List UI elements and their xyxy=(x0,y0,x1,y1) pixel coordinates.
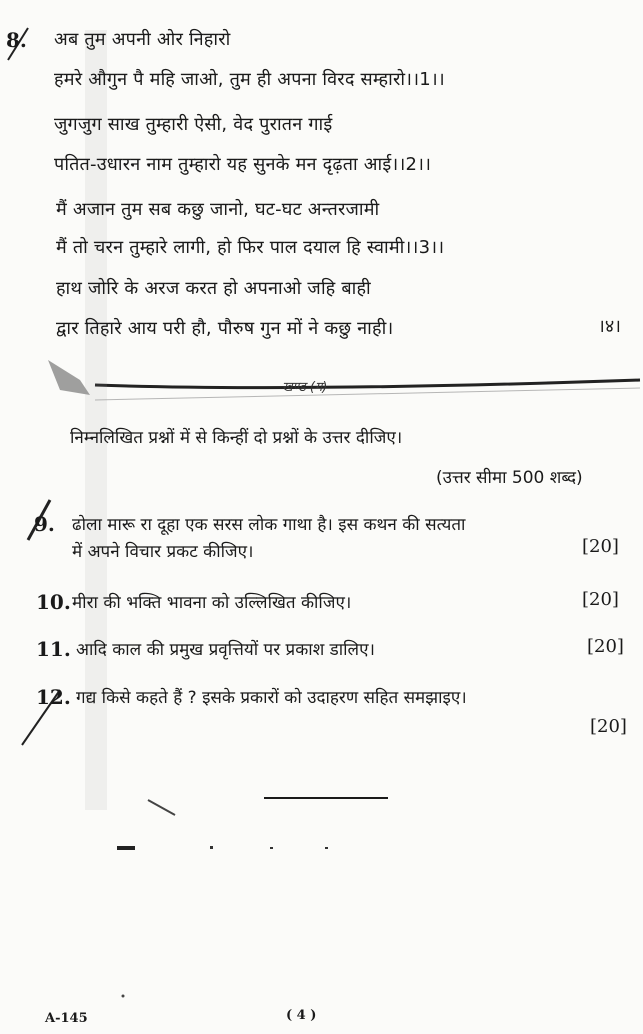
question-text: मीरा की भक्ति भावना को उल्लिखित कीजिए। xyxy=(72,593,352,613)
question-number: 11. xyxy=(36,637,71,661)
poem-line: अब तुम अपनी ओर निहारो xyxy=(54,29,231,50)
question-text: आदि काल की प्रमुख प्रवृत्तियों पर प्रकाश डालिए। xyxy=(76,640,375,660)
question-marks: [20] xyxy=(590,716,627,737)
question-number: 12. xyxy=(36,685,71,709)
poem-line: द्वार तिहारे आय परी हौ, पौरुष गुन मों ने कछु नाही। xyxy=(56,318,394,339)
question-number: 8. xyxy=(6,28,27,52)
poem-line: मैं अजान तुम सब कछु जानो, घट-घट अन्तरजामी xyxy=(56,199,380,220)
scan-speck xyxy=(325,847,328,849)
question-marks: [20] xyxy=(587,636,624,657)
section-heading: खण्ड (ग) xyxy=(282,380,328,395)
end-rule xyxy=(264,797,388,799)
stanza-marker: ।४। xyxy=(598,316,622,337)
poem-line: पतित-उधारन नाम तुम्हारो यह सुनके मन दृढ़ता आई।।2।। xyxy=(54,154,432,175)
paper-code: A-145 xyxy=(45,1011,88,1026)
page-number: ( 4 ) xyxy=(286,1008,317,1023)
poem-line: हमरे औगुन पै महि जाओ, तुम ही अपना विरद सम्हारो।।1।। xyxy=(54,69,445,90)
question-number: 10. xyxy=(36,590,71,614)
word-limit: (उत्तर सीमा 500 शब्द) xyxy=(436,468,583,488)
poem-line: जुगजुग साख तुम्हारी ऐसी, वेद पुरातन गाई xyxy=(54,114,333,135)
poem-line: मैं तो चरन तुम्हारे लागी, हो फिर पाल दयाल हि स्वामी।।3।। xyxy=(56,237,445,258)
question-text: में अपने विचार प्रकट कीजिए। xyxy=(72,542,254,562)
poem-line: हाथ जोरि के अरज करत हो अपनाओ जहि बाही xyxy=(56,278,371,299)
question-marks: [20] xyxy=(582,589,619,610)
section-instruction: निम्नलिखित प्रश्नों में से किन्हीं दो प्रश्नों के उत्तर दीजिए। xyxy=(70,428,403,448)
question-marks: [20] xyxy=(582,536,619,557)
question-text: ढोला मारू रा दूहा एक सरस लोक गाथा है। इस कथन की सत्यता xyxy=(72,515,466,535)
scan-speck xyxy=(270,847,273,849)
question-text: गद्य किसे कहते हैं ? इसके प्रकारों को उदाहरण सहित समझाइए। xyxy=(76,688,467,708)
scan-speck xyxy=(210,846,213,849)
question-number: 9. xyxy=(34,512,55,536)
